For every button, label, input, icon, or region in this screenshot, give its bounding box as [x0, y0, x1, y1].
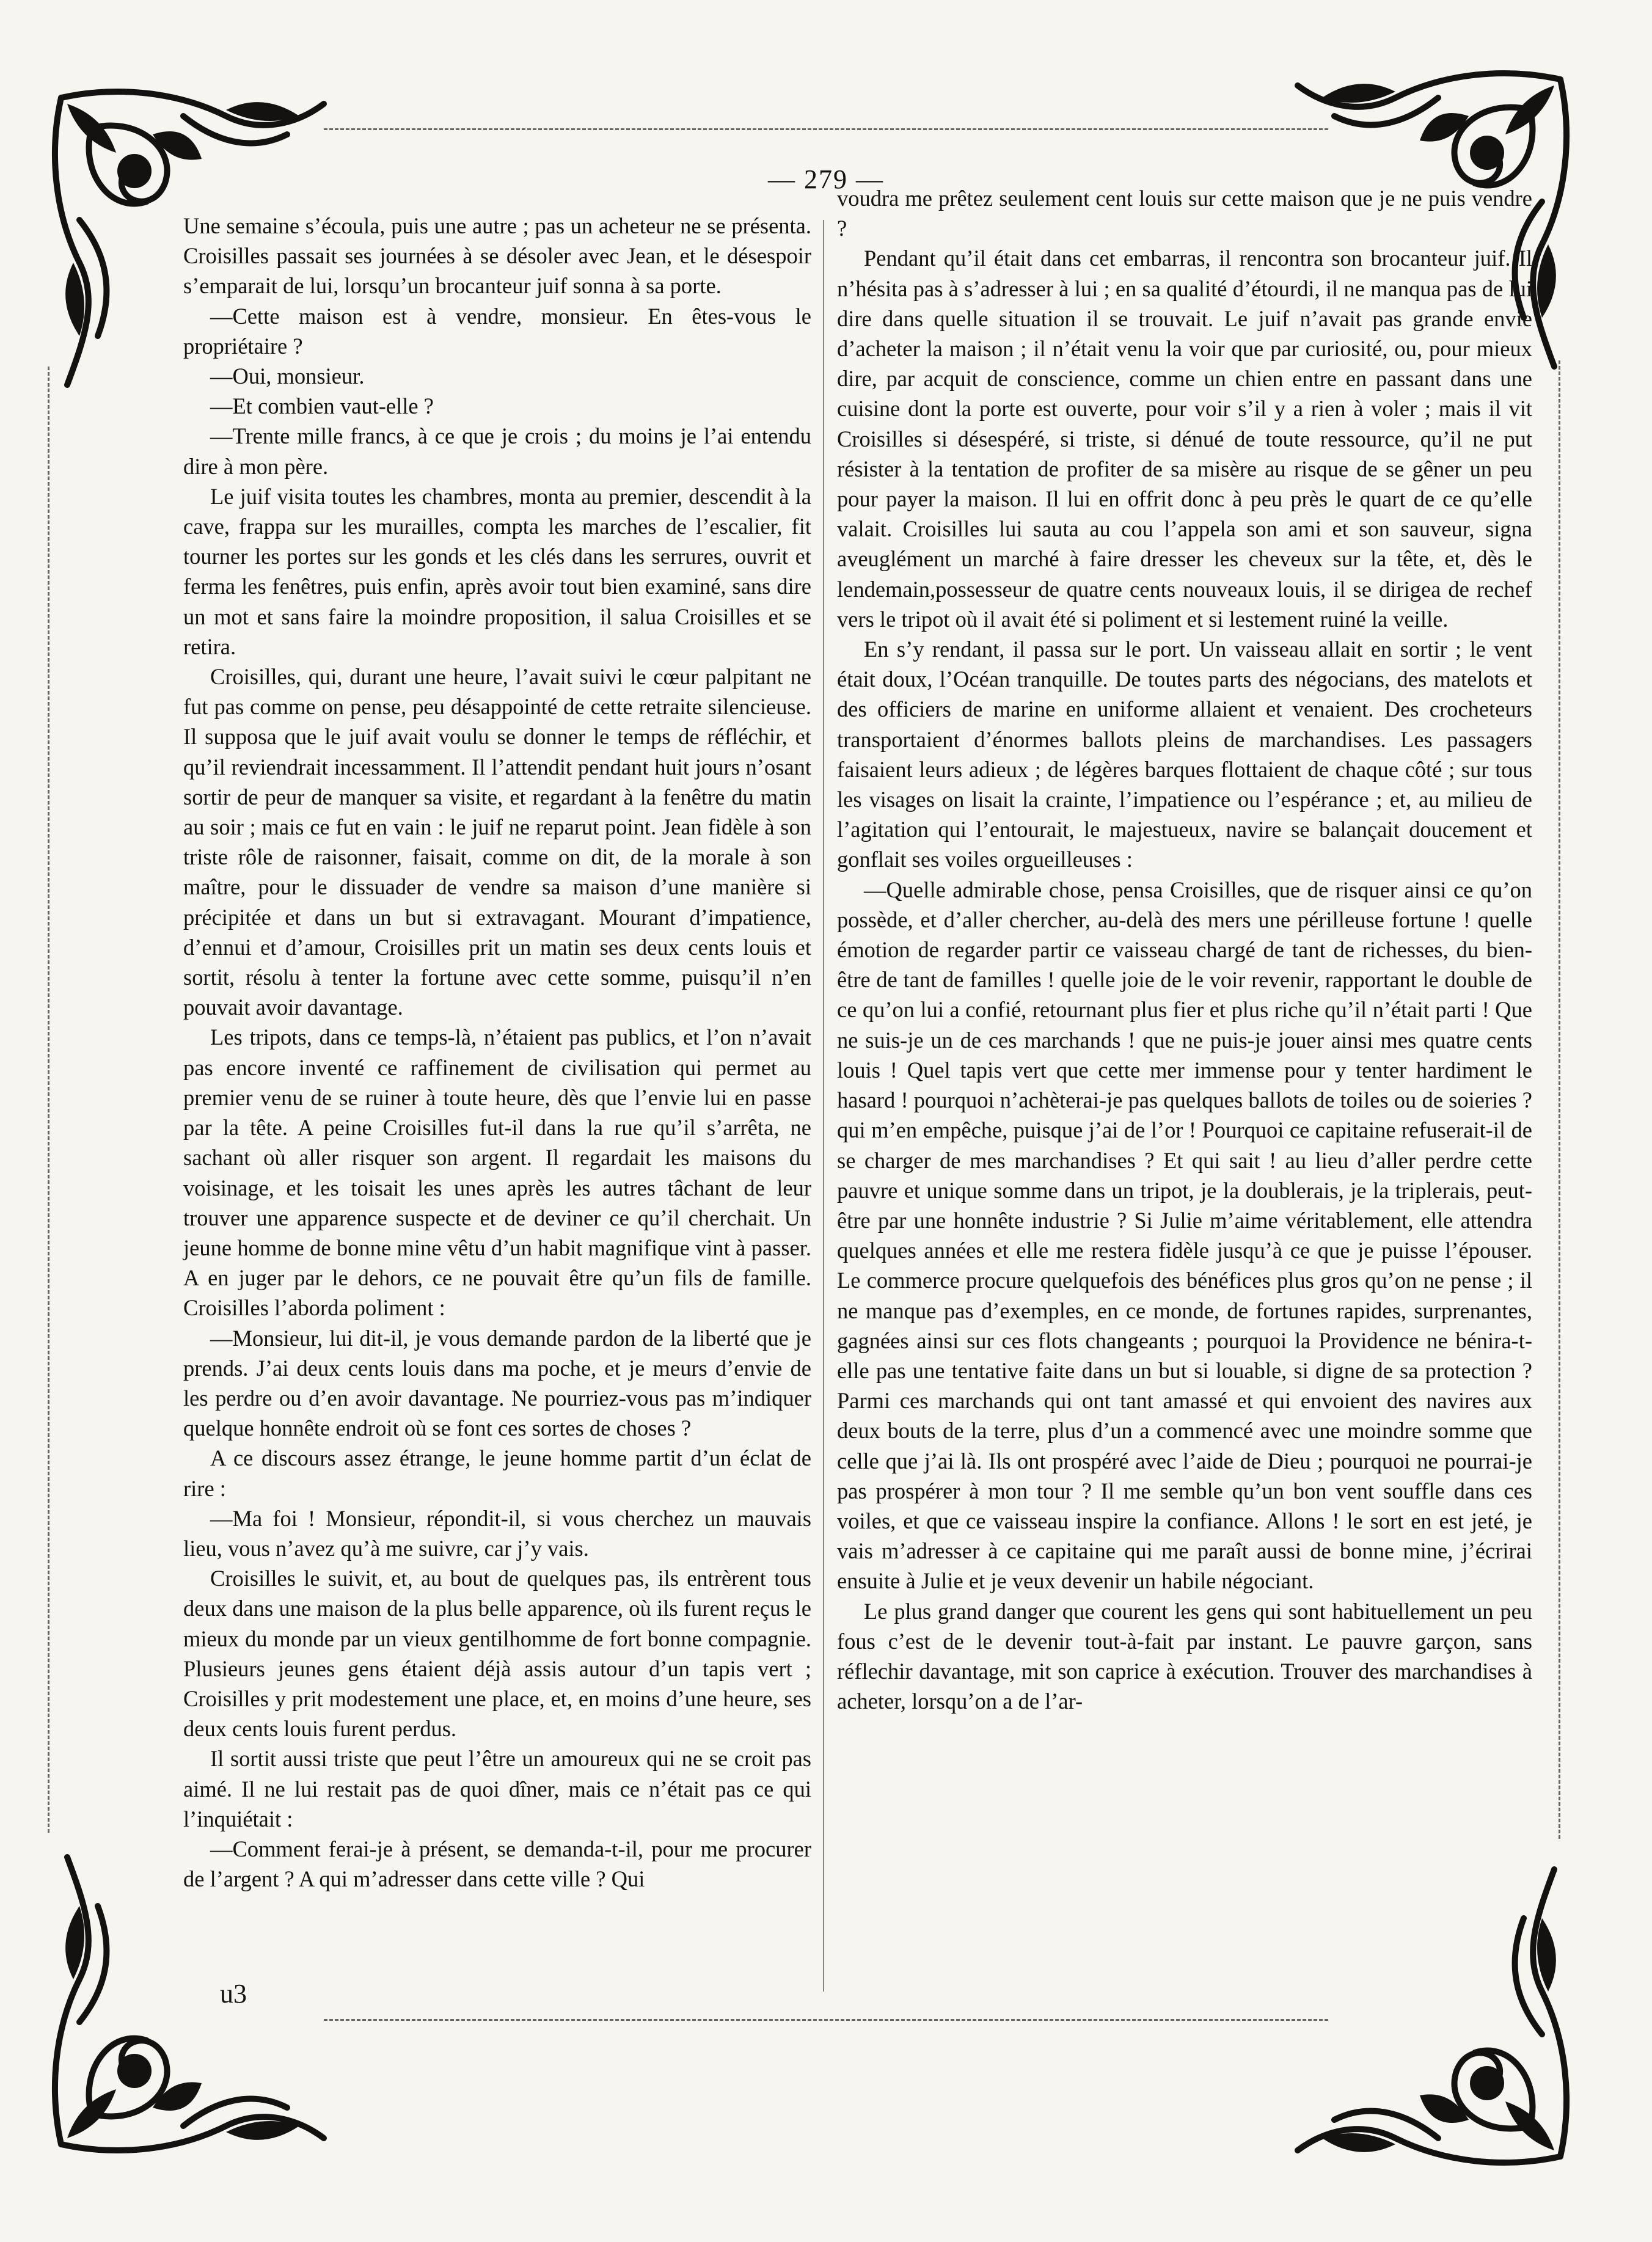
paragraph: —Ma foi ! Monsieur, répondit-il, si vous cherchez un mauvais lieu, vous n’avez qu’à me suivre, car j’y vais.: [183, 1505, 811, 1561]
paragraph: Le plus grand danger que courent les gens qui sont habituellement un peu fous c’est de le devenir tout-à-fait par instant. Le pauvre garçon, sans réflechir davantage, mit son caprice à exécution. Trouver des marchandises à acheter, lorsqu’on a de l’ar-: [837, 1598, 1532, 1714]
frame-top-border: [324, 128, 1328, 130]
paragraph: Il sortit aussi triste que peut l’être un amoureux qui ne se croit pas aimé. Il ne lui restait pas de quoi dîner, mais ce n’était pas ce qui l’inquiétait :: [183, 1746, 811, 1831]
frame-right-border: [1559, 360, 1560, 1839]
paragraph: —Quelle admirable chose, pensa Croisilles, que de risquer ainsi ce qu’on possède, et d’aller chercher, au-delà des mers une périlleuse fortune ! quelle émotion de regarder partir ce vaisseau chargé de tant de richesses, du bien-être de tant de familles ! quelle joie de le voir revenir, rapportant le double de ce qu’on lui a confié, retournant plus fier et plus riche qu’il n’était parti ! Que ne suis-je un de ces marchands ! que ne puis-je jouer ainsi mes quatre cents louis ! Quel tapis vert que cette mer immense pour y tenter hardiment le hasard ! pourquoi n’achèterai-je pas quelques ballots de toiles ou de soieries ? qui m’en empêche, puisque j’ai de l’or ! Pourquoi ce capitaine refuserait-il de se charger de mes marchandises ? Et qui sait ! au lieu d’aller perdre cette pauvre et unique somme dans un tripot, je la doublerais, je la triplerais, peut-être par une honnête industrie ? Si Julie m’aime véritablement, elle attendra quelques années et elle me restera fidèle jusqu’à ce que je puisse l’épouser. Le commerce procure quelquefois des bénéfices plus gros qu’on ne pense ; il ne manque pas d’exemples, en ce monde, de fortunes rapides, surprenantes, gagnées ainsi sur ces flots changeants ; pourquoi la Providence ne bénira-t-elle pas une tentative faite dans un but si louable, si digne de sa protection ? Parmi ces marchands qui ont tant amassé et qui envoient des navires aux deux bouts de la terre, plus d’un a commencé avec une moindre somme que celle que j’ai là. Ils ont prospéré avec l’aide de Dieu ; pourquoi ne pourrai-je pas prospérer à mon tour ? Il me semble qu’un bon vent souffle dans ces voiles, et que ce vaisseau inspire la confiance. Allons ! le sort en est jeté, je vais m’adresser à ce capitaine qui me paraît aussi de bonne mine, j’écrirai ensuite à Julie et je veux devenir un habile négociant.: [837, 877, 1532, 1594]
frame-left-border: [48, 367, 49, 1833]
left-column: [183, 211, 811, 1894]
paragraph: —Oui, monsieur.: [210, 363, 365, 389]
paragraph: —Et combien vaut-elle ?: [210, 393, 434, 419]
paragraph: Une semaine s’écoula, puis une autre ; pas un acheteur ne se présenta. Croisilles passait ses journées à se désoler avec Jean, et le désespoir s’emparait de lui, lorsqu’un brocanteur juif sonna à sa porte.: [183, 213, 811, 299]
signature-mark: u3: [220, 1979, 247, 2009]
corner-ornament-bottom-right: [1285, 1857, 1579, 2175]
paragraph: Le juif visita toutes les chambres, monta au premier, descendit à la cave, frappa sur les murailles, compta les marches de l’escalier, fit tourner les portes sur les gonds et les clés dans les serrures, ouvrit et ferma les fenêtres, puis enfin, après avoir tout bien examiné, sans dire un mot et sans faire la moindre proposition, il salua Croisilles et se retira.: [183, 483, 811, 659]
paragraph: voudra me prêtez seulement cent louis sur cette maison que je ne puis vendre ?: [837, 186, 1532, 241]
page-number: — 279 —: [768, 164, 884, 194]
paragraph: —Comment ferai-je à présent, se demanda-t-il, pour me procurer de l’argent ? A qui m’adresser dans cette ville ? Qui: [183, 1836, 811, 1892]
paragraph: Les tripots, dans ce temps-là, n’étaient pas publics, et l’on n’avait pas encore inventé ce raffinement de civilisation qui permet au premier venu de se ruiner à toute heure, dès que l’envie lui en passe par la tête. A peine Croisilles fut-il dans la rue qu’il s’arrêta, ne sachant où aller risquer son argent. Il regardait les maisons du voisinage, et les toisait les unes après les autres tâchant de leur trouver une apparence suspecte et de deviner ce qu’il cherchait. Un jeune homme de bonne mine vêtu d’un habit magnifique vint à passer. A en juger par le dehors, ce ne pouvait être qu’un fils de famille. Croisilles l’aborda poliment :: [183, 1024, 811, 1321]
paragraph: —Cette maison est à vendre, monsieur. En êtes-vous le propriétaire ?: [183, 303, 811, 359]
paragraph: Pendant qu’il était dans cet embarras, il rencontra son brocanteur juif. Il n’hésita pas à s’adresser à lui ; en sa qualité d’étourdi, il ne manqua pas de lui dire dans quelle situation il se trouvait. Le juif n’avait pas grande envie d’acheter la maison ; il n’était venu la voir que par curiosité, ou, pour mieux dire, par acquit de conscience, comme un chien entre en passant dans une cuisine dont la porte est ouverte, pour voir s’il y a rien à voler ; mais il vit Croisilles si désespéré, si triste, si dénué de toute ressource, qu’il ne put résister à la tentation de profiter de sa misère au risque de se gêner un peu pour payer la maison. Il lui en offrit donc à peu près le quart de ce qu’elle valait. Croisilles lui sauta au cou l’appela son ami et son sauveur, signa aveuglément un marché à faire dresser les cheveux sur la tête, et, dès le lendemain,possesseur de quatre cents nouveaux louis, il se dirigea de rechef vers le tripot où il avait été si poliment et si lestement ruiné la veille.: [837, 246, 1532, 632]
paragraph: Croisilles le suivit, et, au bout de quelques pas, ils entrèrent tous deux dans une maison de la plus belle apparence, où ils furent reçus le mieux du monde par un vieux gentilhomme de fort bonne compagnie. Plusieurs jeunes gens étaient déjà assis autour d’un tapis vert ; Croisilles y prit modestement une place, et, en moins d’une heure, ses deux cents louis furent perdus.: [183, 1566, 811, 1742]
paragraph: —Trente mille francs, à ce que je crois ; du moins je l’ai entendu dire à mon père.: [183, 423, 811, 479]
paragraph: Croisilles, qui, durant une heure, l’avait suivi le cœur palpitant ne fut pas comme on pense, peu désappointé de cette retraite silencieuse. Il supposa que le juif avait voulu se donner le temps de réfléchir, et qu’il reviendrait incessamment. Il l’attendit pendant huit jours n’osant sortir de peur de manquer sa visite, et regardant à la fenêtre du matin au soir ; mais ce fut en vain : le juif ne reparut point. Jean fidèle à son triste rôle de raisonner, faisait, comme on dit, de la morale à son maître, pour le dissuader de vendre sa maison d’une manière si précipitée et dans un but si extravagant. Mourant d’impatience, d’ennui et d’amour, Croisilles prit un matin ses deux cents louis et sortit, résolu à tenter la fortune avec cette somme, puisqu’il n’en pouvait avoir davantage.: [183, 664, 811, 1020]
frame-bottom-border: [324, 2019, 1328, 2021]
right-column: [837, 183, 1532, 1716]
paragraph: En s’y rendant, il passa sur le port. Un vaisseau allait en sortir ; le vent était doux, l’Océan tranquille. De toutes parts des négocians, des matelots et des officiers de marine en uniforme allaient et venaient. Des crocheteurs transportaient d’énormes ballots pleins de marchandises. Les passagers faisaient leurs adieux ; de légères barques flottaient de chaque côté ; sur tous les visages on lisait la crainte, l’impatience ou l’espérance ; et, au milieu de l’agitation qui l’entourait, le majestueux, navire se balançait doucement et gonflait ses voiles orgueilleuses :: [837, 637, 1532, 872]
column-divider: [823, 220, 824, 1992]
paragraph: A ce discours assez étrange, le jeune homme partit d’un éclat de rire :: [183, 1445, 811, 1501]
paragraph: —Monsieur, lui dit-il, je vous demande pardon de la liberté que je prends. J’ai deux cents louis dans ma poche, et je meurs d’envie de les perdre ou d’en avoir davantage. Ne pourriez-vous pas m’indiquer quelque honnête endroit où se font ces sortes de choses ?: [183, 1325, 811, 1441]
